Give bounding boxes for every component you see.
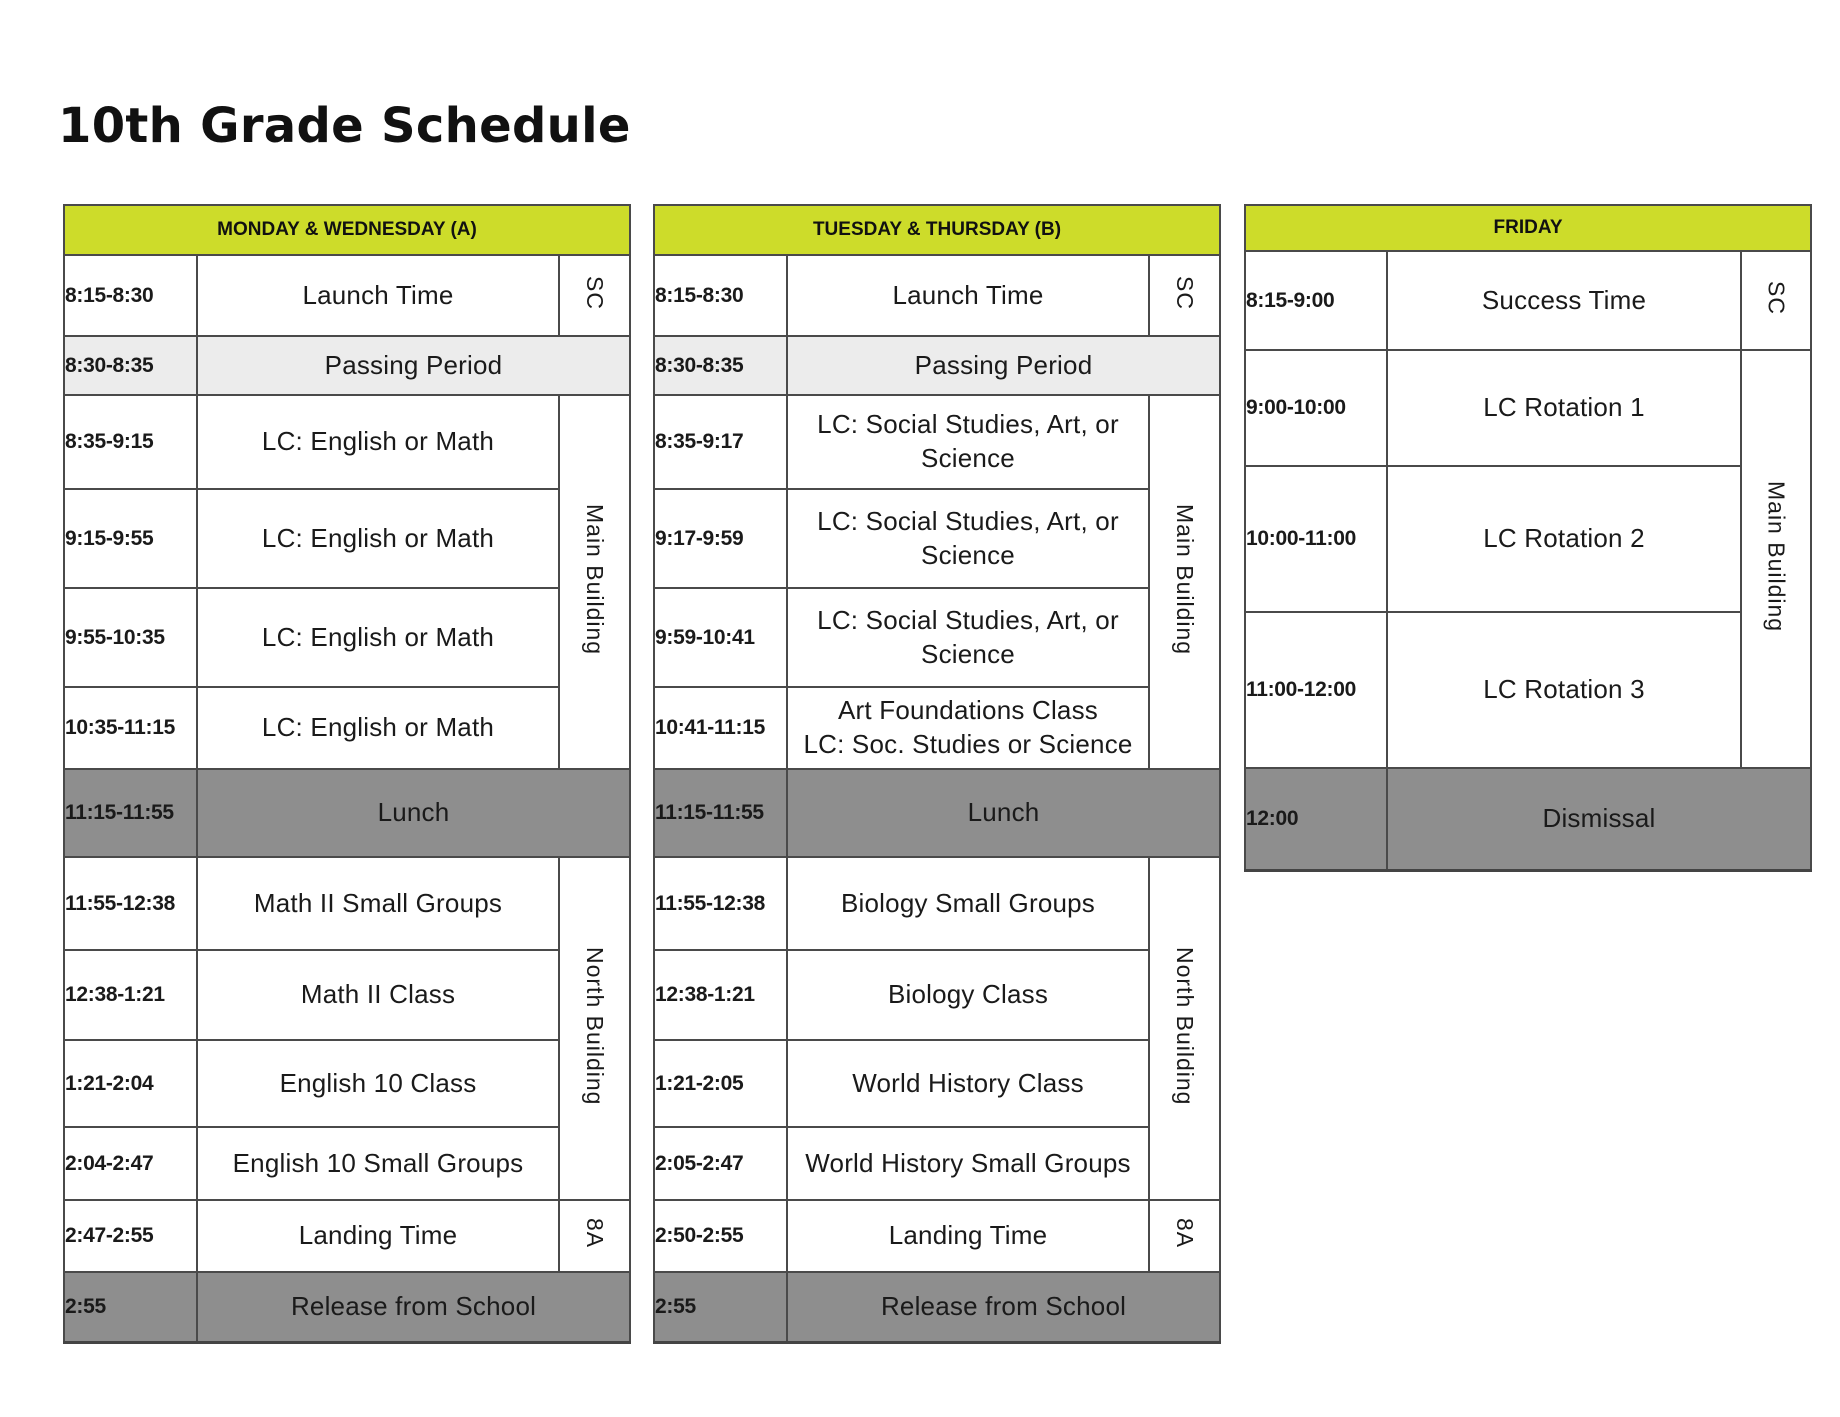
building-label: 8A bbox=[582, 1218, 608, 1249]
building-cell bbox=[1149, 255, 1220, 336]
column-header: MONDAY & WEDNESDAY (A) bbox=[64, 205, 630, 255]
time-cell: 2:04-2:47 bbox=[64, 1127, 197, 1200]
time-cell: 2:55 bbox=[64, 1272, 197, 1342]
column-header: TUESDAY & THURSDAY (B) bbox=[654, 205, 1220, 255]
table-row bbox=[654, 950, 1220, 1040]
page-title: 10th Grade Schedule bbox=[58, 98, 631, 154]
table-row bbox=[64, 336, 630, 395]
time-cell: 11:15-11:55 bbox=[654, 769, 787, 857]
time-cell: 8:15-8:30 bbox=[64, 255, 197, 336]
table-row bbox=[64, 588, 630, 687]
time-cell: 8:30-8:35 bbox=[64, 336, 197, 395]
table-row bbox=[654, 769, 1220, 857]
time-cell: 8:15-9:00 bbox=[1245, 251, 1387, 350]
table-row bbox=[64, 1127, 630, 1200]
building-cell bbox=[1741, 251, 1811, 350]
table-row bbox=[654, 1200, 1220, 1272]
building-label: North Building bbox=[582, 946, 608, 1106]
activity-cell: World History Class bbox=[787, 1040, 1149, 1127]
table-row bbox=[64, 1040, 630, 1127]
table-row bbox=[654, 588, 1220, 687]
table-row bbox=[1245, 350, 1811, 466]
schedule-table-friday bbox=[1244, 204, 1812, 872]
table-row bbox=[654, 857, 1220, 950]
time-cell: 1:21-2:04 bbox=[64, 1040, 197, 1127]
building-label: SC bbox=[582, 276, 608, 310]
activity-cell: Landing Time bbox=[787, 1200, 1149, 1272]
activity-cell: Success Time bbox=[1387, 251, 1741, 350]
time-cell: 2:50-2:55 bbox=[654, 1200, 787, 1272]
table-row bbox=[64, 255, 630, 336]
activity-cell: Biology Class bbox=[787, 950, 1149, 1040]
activity-cell: Release from School bbox=[787, 1272, 1220, 1342]
time-cell: 12:00 bbox=[1245, 768, 1387, 870]
activity-cell: Math II Class bbox=[197, 950, 559, 1040]
time-cell: 2:05-2:47 bbox=[654, 1127, 787, 1200]
time-cell: 10:35-11:15 bbox=[64, 687, 197, 769]
activity-cell: Launch Time bbox=[197, 255, 559, 336]
activity-cell: LC Rotation 2 bbox=[1387, 466, 1741, 612]
activity-cell: LC: English or Math bbox=[197, 588, 559, 687]
building-label: 8A bbox=[1172, 1218, 1199, 1249]
time-cell: 12:38-1:21 bbox=[654, 950, 787, 1040]
building-label: Main Building bbox=[1763, 480, 1790, 633]
table-row bbox=[64, 395, 630, 489]
time-cell: 11:55-12:38 bbox=[64, 857, 197, 950]
building-label: Main Building bbox=[1172, 503, 1199, 656]
building-label: SC bbox=[1172, 276, 1199, 310]
activity-cell: Lunch bbox=[197, 769, 630, 857]
time-cell: 9:55-10:35 bbox=[64, 588, 197, 687]
activity-cell: LC: Social Studies, Art, or Science bbox=[787, 588, 1149, 687]
building-cell bbox=[1741, 350, 1811, 768]
table-row bbox=[64, 489, 630, 588]
activity-cell: LC Rotation 3 bbox=[1387, 612, 1741, 768]
activity-cell: Landing Time bbox=[197, 1200, 559, 1272]
table-row bbox=[654, 489, 1220, 588]
table-row bbox=[654, 395, 1220, 489]
activity-line: LC: Soc. Studies or Science bbox=[803, 729, 1133, 759]
table-row bbox=[654, 1272, 1220, 1342]
table-row bbox=[64, 857, 630, 950]
table-row bbox=[654, 336, 1220, 395]
table-row bbox=[654, 255, 1220, 336]
building-cell bbox=[559, 857, 630, 1200]
time-cell: 8:35-9:15 bbox=[64, 395, 197, 489]
time-cell: 1:21-2:05 bbox=[654, 1040, 787, 1127]
time-cell: 11:15-11:55 bbox=[64, 769, 197, 857]
schedule-table-tue-thu bbox=[653, 204, 1221, 1344]
table-row bbox=[64, 1272, 630, 1342]
table-row bbox=[64, 950, 630, 1040]
activity-cell: LC: English or Math bbox=[197, 687, 559, 769]
activity-cell: LC: English or Math bbox=[197, 395, 559, 489]
time-cell: 9:59-10:41 bbox=[654, 588, 787, 687]
time-cell: 2:55 bbox=[654, 1272, 787, 1342]
building-cell bbox=[559, 395, 630, 769]
schedule-table-mon-wed bbox=[63, 204, 631, 1344]
activity-cell: LC: Social Studies, Art, or Science bbox=[787, 395, 1149, 489]
building-label: North Building bbox=[1172, 946, 1199, 1106]
building-cell bbox=[1149, 1200, 1220, 1272]
table-row bbox=[64, 1200, 630, 1272]
activity-cell: Release from School bbox=[197, 1272, 630, 1342]
table-row bbox=[64, 769, 630, 857]
time-cell: 8:35-9:17 bbox=[654, 395, 787, 489]
activity-cell: Math II Small Groups bbox=[197, 857, 559, 950]
time-cell: 8:30-8:35 bbox=[654, 336, 787, 395]
time-cell: 10:41-11:15 bbox=[654, 687, 787, 769]
activity-cell bbox=[787, 687, 1149, 769]
activity-cell: World History Small Groups bbox=[787, 1127, 1149, 1200]
activity-cell: Passing Period bbox=[197, 336, 630, 395]
time-cell: 10:00-11:00 bbox=[1245, 466, 1387, 612]
activity-cell: LC Rotation 1 bbox=[1387, 350, 1741, 466]
time-cell: 11:00-12:00 bbox=[1245, 612, 1387, 768]
activity-cell: LC: English or Math bbox=[197, 489, 559, 588]
building-cell bbox=[559, 255, 630, 336]
time-cell: 12:38-1:21 bbox=[64, 950, 197, 1040]
activity-cell: Launch Time bbox=[787, 255, 1149, 336]
table-row bbox=[654, 687, 1220, 769]
time-cell: 2:47-2:55 bbox=[64, 1200, 197, 1272]
table-row bbox=[654, 1127, 1220, 1200]
activity-cell: English 10 Small Groups bbox=[197, 1127, 559, 1200]
building-label: SC bbox=[1763, 281, 1790, 315]
time-cell: 9:00-10:00 bbox=[1245, 350, 1387, 466]
building-cell bbox=[1149, 395, 1220, 769]
table-row bbox=[1245, 251, 1811, 350]
table-row bbox=[1245, 466, 1811, 612]
activity-cell: Biology Small Groups bbox=[787, 857, 1149, 950]
table-row bbox=[1245, 612, 1811, 768]
activity-cell: Passing Period bbox=[787, 336, 1220, 395]
time-cell: 8:15-8:30 bbox=[654, 255, 787, 336]
building-label: Main Building bbox=[582, 503, 608, 656]
column-header: FRIDAY bbox=[1245, 205, 1811, 251]
time-cell: 9:17-9:59 bbox=[654, 489, 787, 588]
time-cell: 9:15-9:55 bbox=[64, 489, 197, 588]
table-row bbox=[654, 1040, 1220, 1127]
time-cell: 11:55-12:38 bbox=[654, 857, 787, 950]
building-cell bbox=[1149, 857, 1220, 1200]
building-cell bbox=[559, 1200, 630, 1272]
activity-cell: English 10 Class bbox=[197, 1040, 559, 1127]
activity-cell: LC: Social Studies, Art, or Science bbox=[787, 489, 1149, 588]
activity-cell: Dismissal bbox=[1387, 768, 1811, 870]
activity-cell: Lunch bbox=[787, 769, 1220, 857]
table-row bbox=[1245, 768, 1811, 870]
table-row bbox=[64, 687, 630, 769]
activity-line: Art Foundations Class bbox=[838, 695, 1098, 726]
